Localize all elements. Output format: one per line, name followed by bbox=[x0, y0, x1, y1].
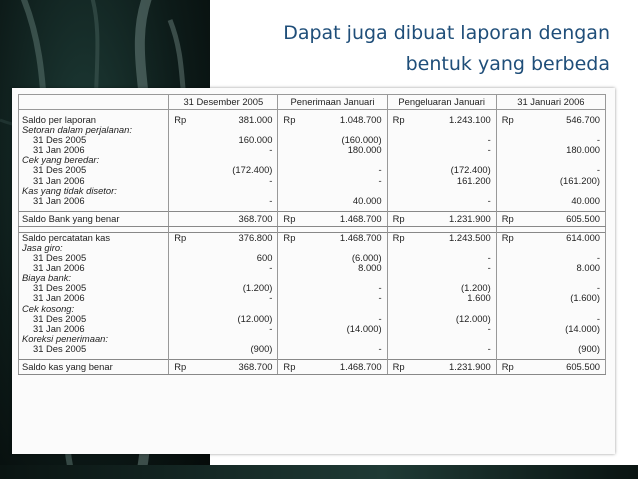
row-label: Saldo percatatan kas bbox=[19, 232, 169, 243]
amount-value: - bbox=[378, 283, 382, 294]
header-cell bbox=[19, 95, 169, 110]
table-cell bbox=[496, 196, 605, 206]
table-cell bbox=[496, 135, 605, 145]
table-cell bbox=[387, 186, 496, 196]
amount-value: 180.000 bbox=[347, 145, 382, 156]
amount-value: 1.231.900 bbox=[449, 360, 491, 372]
row-label: 31 Jan 2006 bbox=[19, 196, 169, 206]
amount-value: 180.000 bbox=[566, 145, 600, 156]
amount-value: (900) bbox=[250, 343, 273, 354]
table-cell bbox=[496, 211, 605, 226]
table-cell bbox=[169, 155, 278, 165]
table-cell bbox=[387, 344, 496, 354]
table-row bbox=[19, 263, 606, 273]
table-cell bbox=[169, 232, 278, 243]
slide-title bbox=[190, 18, 610, 80]
table-cell bbox=[278, 145, 387, 155]
table-cell bbox=[278, 273, 387, 283]
table-cell bbox=[387, 334, 496, 344]
row-label: 31 Des 2005 bbox=[19, 344, 169, 354]
amount-value: - bbox=[269, 175, 273, 186]
amount-value: 1.243.500 bbox=[449, 232, 491, 243]
table-cell bbox=[496, 314, 605, 324]
currency-label: Rp bbox=[392, 212, 405, 224]
row-label: Saldo per laporan bbox=[19, 115, 169, 125]
table-cell bbox=[278, 344, 387, 354]
table-cell bbox=[169, 273, 278, 283]
table-cell bbox=[278, 196, 387, 206]
table-cell bbox=[496, 283, 605, 293]
table-cell bbox=[387, 155, 496, 165]
table-cell bbox=[496, 165, 605, 175]
table-cell bbox=[496, 324, 605, 334]
amount-value: (1.600) bbox=[570, 293, 600, 304]
amount-value: 8.000 bbox=[358, 263, 382, 274]
table-row bbox=[19, 344, 606, 354]
table-cell bbox=[169, 145, 278, 155]
amount-value: (12.000) bbox=[237, 313, 273, 324]
table-cell bbox=[278, 283, 387, 293]
amount-value: - bbox=[269, 323, 273, 334]
row-label: 31 Jan 2006 bbox=[19, 293, 169, 303]
row-label: 31 Des 2005 bbox=[19, 253, 169, 263]
table-cell bbox=[278, 155, 387, 165]
header-cell: 31 Desember 2005 bbox=[169, 95, 278, 110]
table-row bbox=[19, 135, 606, 145]
amount-value: - bbox=[487, 253, 491, 264]
table-cell bbox=[387, 253, 496, 263]
amount-value: (160.000) bbox=[341, 135, 382, 146]
decorative-footer-band bbox=[0, 465, 638, 479]
amount-value: (172.400) bbox=[232, 165, 273, 176]
table-row bbox=[19, 115, 606, 125]
table-row bbox=[19, 293, 606, 303]
table-cell bbox=[169, 196, 278, 206]
table-header-row bbox=[19, 95, 606, 110]
title-area bbox=[210, 0, 638, 90]
table-cell bbox=[278, 324, 387, 334]
currency-label: Rp bbox=[174, 115, 187, 125]
table-cell bbox=[169, 263, 278, 273]
reconciliation-card bbox=[12, 88, 615, 454]
amount-value: - bbox=[378, 175, 382, 186]
row-label: 31 Jan 2006 bbox=[19, 145, 169, 155]
table-cell bbox=[278, 243, 387, 253]
amount-value: (6.000) bbox=[351, 253, 382, 264]
amount-value: 161.200 bbox=[456, 175, 491, 186]
amount-value: 1.468.700 bbox=[339, 212, 382, 224]
amount-value: 605.500 bbox=[566, 212, 600, 224]
table-cell bbox=[278, 186, 387, 196]
table-cell bbox=[169, 324, 278, 334]
table-cell bbox=[278, 176, 387, 186]
table-row bbox=[19, 324, 606, 334]
amount-value: - bbox=[596, 253, 600, 264]
row-label: Cek yang beredar: bbox=[19, 155, 169, 165]
table-cell bbox=[278, 304, 387, 314]
table-cell bbox=[387, 243, 496, 253]
row-label: 31 Des 2005 bbox=[19, 314, 169, 324]
table-cell bbox=[387, 232, 496, 243]
currency-label: Rp bbox=[392, 360, 405, 372]
table-cell bbox=[278, 125, 387, 135]
amount-value: - bbox=[269, 263, 273, 274]
row-label: Kas yang tidak disetor: bbox=[19, 186, 169, 196]
amount-value: - bbox=[596, 135, 600, 146]
row-label: 31 Jan 2006 bbox=[19, 263, 169, 273]
table-cell bbox=[278, 211, 387, 226]
row-label: 31 Des 2005 bbox=[19, 283, 169, 293]
amount-value: (172.400) bbox=[450, 165, 491, 176]
amount-value: 376.800 bbox=[238, 232, 273, 243]
amount-value: (12.000) bbox=[455, 313, 491, 324]
bank-reconciliation-table bbox=[18, 94, 606, 375]
amount-value: 8.000 bbox=[576, 263, 600, 274]
table-cell bbox=[387, 196, 496, 206]
amount-value: - bbox=[378, 343, 382, 354]
table-cell bbox=[169, 283, 278, 293]
amount-value: (900) bbox=[578, 343, 600, 354]
amount-value: (1.200) bbox=[461, 283, 491, 294]
amount-value: - bbox=[487, 135, 491, 146]
row-label: Biaya bank: bbox=[19, 273, 169, 283]
header-cell: Penerimaan Januari bbox=[278, 95, 387, 110]
row-label: 31 Jan 2006 bbox=[19, 324, 169, 334]
table-cell bbox=[169, 293, 278, 303]
amount-value: (161.200) bbox=[559, 175, 600, 186]
amount-value: 546.700 bbox=[566, 115, 600, 125]
table-cell bbox=[278, 115, 387, 125]
amount-value: 40.000 bbox=[571, 195, 600, 206]
table-cell bbox=[496, 273, 605, 283]
table-cell bbox=[387, 283, 496, 293]
amount-value: 1.600 bbox=[467, 293, 491, 304]
row-label: Jasa giro: bbox=[19, 243, 169, 253]
table-cell bbox=[387, 176, 496, 186]
table-cell bbox=[496, 176, 605, 186]
amount-value: - bbox=[487, 343, 491, 354]
amount-value: 368.700 bbox=[238, 212, 273, 224]
amount-value: - bbox=[269, 293, 273, 304]
amount-value: - bbox=[269, 195, 273, 206]
amount-value: 1.468.700 bbox=[339, 232, 382, 243]
table-cell bbox=[278, 232, 387, 243]
amount-value: - bbox=[378, 293, 382, 304]
amount-value: - bbox=[378, 313, 382, 324]
table-cell bbox=[169, 186, 278, 196]
table-cell bbox=[169, 253, 278, 263]
amount-value: 1.243.100 bbox=[449, 115, 491, 125]
table-row bbox=[19, 273, 606, 283]
table-cell bbox=[278, 334, 387, 344]
table-cell bbox=[169, 176, 278, 186]
table-row bbox=[19, 165, 606, 175]
currency-label: Rp bbox=[283, 360, 296, 372]
table-cell bbox=[496, 232, 605, 243]
table-cell bbox=[278, 165, 387, 175]
table-cell bbox=[278, 253, 387, 263]
table-cell bbox=[387, 125, 496, 135]
currency-label: Rp bbox=[501, 232, 514, 243]
row-label: Saldo Bank yang benar bbox=[19, 211, 169, 226]
amount-value: - bbox=[596, 165, 600, 176]
table-cell bbox=[278, 314, 387, 324]
table-row bbox=[19, 304, 606, 314]
table-row bbox=[19, 196, 606, 206]
table-cell bbox=[387, 314, 496, 324]
amount-value: (14.000) bbox=[346, 323, 382, 334]
row-label: 31 Des 2005 bbox=[19, 135, 169, 145]
currency-label: Rp bbox=[283, 212, 296, 224]
table-cell bbox=[387, 324, 496, 334]
currency-label: Rp bbox=[174, 360, 187, 372]
amount-value: - bbox=[269, 145, 273, 156]
currency-label: Rp bbox=[392, 232, 405, 243]
table-cell bbox=[496, 344, 605, 354]
table-cell bbox=[496, 186, 605, 196]
row-label: Cek kosong: bbox=[19, 304, 169, 314]
table-cell bbox=[496, 293, 605, 303]
table-cell bbox=[278, 263, 387, 273]
table-cell bbox=[387, 135, 496, 145]
row-label: Setoran dalam perjalanan: bbox=[19, 125, 169, 135]
row-label: 31 Des 2005 bbox=[19, 165, 169, 175]
amount-value: - bbox=[487, 195, 491, 206]
table-row bbox=[19, 253, 606, 263]
currency-label: Rp bbox=[174, 232, 187, 243]
table-row bbox=[19, 186, 606, 196]
amount-value: 605.500 bbox=[566, 360, 600, 372]
table-cell bbox=[278, 359, 387, 374]
table-cell bbox=[278, 293, 387, 303]
table-row bbox=[19, 176, 606, 186]
table-cell bbox=[496, 155, 605, 165]
table-cell bbox=[169, 165, 278, 175]
amount-value: 160.000 bbox=[238, 135, 273, 146]
table-cell bbox=[496, 334, 605, 344]
amount-value: - bbox=[378, 165, 382, 176]
row-label: Saldo kas yang benar bbox=[19, 359, 169, 374]
table-cell bbox=[169, 125, 278, 135]
amount-value: 614.000 bbox=[566, 232, 600, 243]
row-label: Koreksi penerimaan: bbox=[19, 334, 169, 344]
table-cell bbox=[387, 293, 496, 303]
table-cell bbox=[496, 115, 605, 125]
table-cell bbox=[169, 304, 278, 314]
table-cell bbox=[278, 135, 387, 145]
header-cell: 31 Januari 2006 bbox=[496, 95, 605, 110]
table-cell bbox=[387, 115, 496, 125]
row-label: 31 Jan 2006 bbox=[19, 176, 169, 186]
table-row bbox=[19, 232, 606, 243]
currency-label: Rp bbox=[501, 115, 514, 125]
table-cell bbox=[169, 115, 278, 125]
table-row bbox=[19, 125, 606, 135]
table-cell bbox=[169, 135, 278, 145]
table-row bbox=[19, 243, 606, 253]
table-cell bbox=[387, 263, 496, 273]
table-cell bbox=[496, 145, 605, 155]
table-cell bbox=[496, 263, 605, 273]
table-cell bbox=[169, 359, 278, 374]
amount-value: 40.000 bbox=[352, 195, 382, 206]
amount-value: - bbox=[487, 145, 491, 156]
table-cell bbox=[496, 304, 605, 314]
currency-label: Rp bbox=[283, 232, 296, 243]
currency-label: Rp bbox=[501, 360, 514, 372]
table-cell bbox=[496, 253, 605, 263]
table-cell bbox=[496, 359, 605, 374]
currency-label: Rp bbox=[501, 212, 514, 224]
total-row-cash bbox=[19, 359, 606, 374]
amount-value: (1.200) bbox=[242, 283, 273, 294]
amount-value: - bbox=[596, 283, 600, 294]
amount-value: 1.468.700 bbox=[339, 360, 382, 372]
table-cell bbox=[387, 165, 496, 175]
table-cell bbox=[387, 273, 496, 283]
table-cell bbox=[169, 211, 278, 226]
amount-value: - bbox=[487, 323, 491, 334]
table-row bbox=[19, 334, 606, 344]
amount-value: 1.048.700 bbox=[339, 115, 382, 125]
table-cell bbox=[496, 243, 605, 253]
currency-label: Rp bbox=[392, 115, 405, 125]
amount-value: 1.231.900 bbox=[449, 212, 491, 224]
table-cell bbox=[169, 243, 278, 253]
amount-value: 368.700 bbox=[238, 360, 273, 372]
amount-value: - bbox=[596, 313, 600, 324]
header-cell: Pengeluaran Januari bbox=[387, 95, 496, 110]
table-row bbox=[19, 283, 606, 293]
amount-value: 600 bbox=[256, 253, 273, 264]
table-cell bbox=[387, 304, 496, 314]
table-cell bbox=[496, 125, 605, 135]
table-cell bbox=[387, 211, 496, 226]
currency-label: Rp bbox=[283, 115, 296, 125]
title-line-2: bentuk yang berbeda bbox=[405, 53, 610, 75]
amount-value: (14.000) bbox=[565, 323, 600, 334]
amount-value: 381.000 bbox=[238, 115, 273, 125]
table-cell bbox=[169, 334, 278, 344]
table-cell bbox=[169, 344, 278, 354]
table-cell bbox=[387, 145, 496, 155]
table-row bbox=[19, 155, 606, 165]
table-row bbox=[19, 145, 606, 155]
table-cell bbox=[387, 359, 496, 374]
title-line-1: Dapat juga dibuat laporan dengan bbox=[283, 22, 610, 44]
total-row-bank bbox=[19, 211, 606, 226]
table-cell bbox=[169, 314, 278, 324]
table-row bbox=[19, 314, 606, 324]
amount-value: - bbox=[487, 263, 491, 274]
